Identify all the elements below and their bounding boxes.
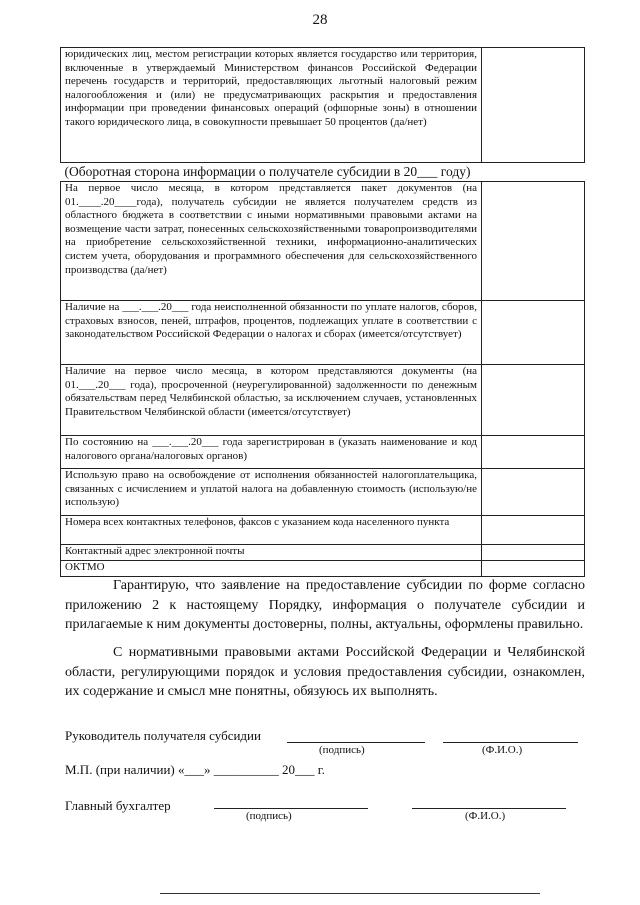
signature-caption: (подпись) [319, 744, 365, 756]
accountant-label: Главный бухгалтер [65, 798, 171, 813]
answer-cell[interactable] [482, 561, 585, 577]
table-row [61, 301, 585, 365]
answer-cell[interactable] [482, 365, 585, 436]
table-row [61, 516, 585, 545]
reverse-side-heading: (Оборотная сторона информации о получателе субсидии в 20___ году) [64, 164, 471, 179]
guarantee-paragraph: Гарантирую, что заявление на предоставление субсидии по форме согласно приложению 2 к настоящему Порядку, информация о получателе субсидии и прилагаемые к ним документы достоверны, полны, актуальны, оформлены правильно. [65, 578, 585, 632]
table-row [61, 365, 585, 436]
signature-caption: (подпись) [246, 810, 292, 822]
row-text: На первое число месяца, в котором представляется пакет документов (на 01.____.20____года), получатель субсидии не является получателем средств из областного бюджета в соответствии с иными нормативными правовыми актами на возмещение части затрат, понесенных сельскохозяйственными товаропроизводителями на приобретение сельскохозяйственной техники, информационно-аналитических систем учета, оборудования и программного обеспечения для сельскохозяйственного производства (да/нет) [61, 182, 482, 301]
acknowledge-paragraph: С нормативными правовыми актами Российской Федерации и Челябинской области, регулирующими порядок и условия предоставления субсидии, ознакомлен, их содержание и смысл мне понятны, обязуюсь их выполнять. [65, 645, 585, 699]
answer-cell[interactable] [482, 469, 585, 516]
recipient-info-table [60, 47, 585, 577]
answer-cell[interactable] [482, 48, 585, 163]
stamp-line: М.П. (при наличии) «___» __________ 20___ г. [65, 762, 325, 777]
table-heading-row [61, 163, 585, 182]
accountant-signature-line[interactable] [214, 808, 368, 809]
page-number: 28 [312, 12, 328, 28]
table-row [61, 182, 585, 301]
row-text: юридических лиц, местом регистрации которых является государство или территория, включенные в утверждаемый Министерством финансов Российской Федерации перечень государств и территорий, предоставляющих льготный налоговый режим налогообложения и (или) не предусматривающих раскрытия и предоставления информации при проведении финансовых операций (офшорные зоны) в отношении такого юридического лица, в совокупности превышает 50 процентов (да/нет) [61, 48, 482, 163]
row-text: Номера всех контактных телефонов, факсов с указанием кода населенного пункта [61, 516, 482, 545]
table-row [61, 48, 585, 163]
name-caption: (Ф.И.О.) [465, 810, 506, 822]
answer-cell[interactable] [482, 436, 585, 469]
table-row [61, 561, 585, 577]
head-name-line[interactable] [443, 742, 578, 743]
row-text: Использую право на освобождение от исполнения обязанностей налогоплательщика, связанных с исчислением и уплатой налога на добавленную стоимость (использую/не использую) [61, 469, 482, 516]
row-text: Наличие на ___.___.20___ года неисполненной обязанности по уплате налогов, сборов, страховых взносов, пеней, штрафов, процентов, подлежащих уплате в соответствии с законодательством Российской Федерации о налогах и сборах (имеется/отсутствует) [61, 301, 482, 365]
answer-cell[interactable] [482, 545, 585, 561]
head-signature-line[interactable] [287, 742, 425, 743]
bottom-rule [160, 893, 540, 894]
table-row [61, 545, 585, 561]
table-row [61, 436, 585, 469]
row-text: Контактный адрес электронной почты [61, 545, 482, 561]
answer-cell[interactable] [482, 182, 585, 301]
answer-cell[interactable] [482, 516, 585, 545]
row-text: ОКТМО [61, 561, 482, 577]
accountant-name-line[interactable] [412, 808, 566, 809]
row-text: По состоянию на ___.___.20___ года зарегистрирован в (указать наименование и код налогового органа/налоговых органов) [61, 436, 482, 469]
name-caption: (Ф.И.О.) [482, 744, 523, 756]
answer-cell[interactable] [482, 301, 585, 365]
row-text: Наличие на первое число месяца, в котором представляются документы (на 01.___.20___ года), просроченной (неурегулированной) задолженности по денежным обязательствам перед Челябинской областью, за исключением случаев, установленных Правительством Челябинской области (имеется/отсутствует) [61, 365, 482, 436]
table-row [61, 469, 585, 516]
head-label: Руководитель получателя субсидии [65, 728, 261, 743]
